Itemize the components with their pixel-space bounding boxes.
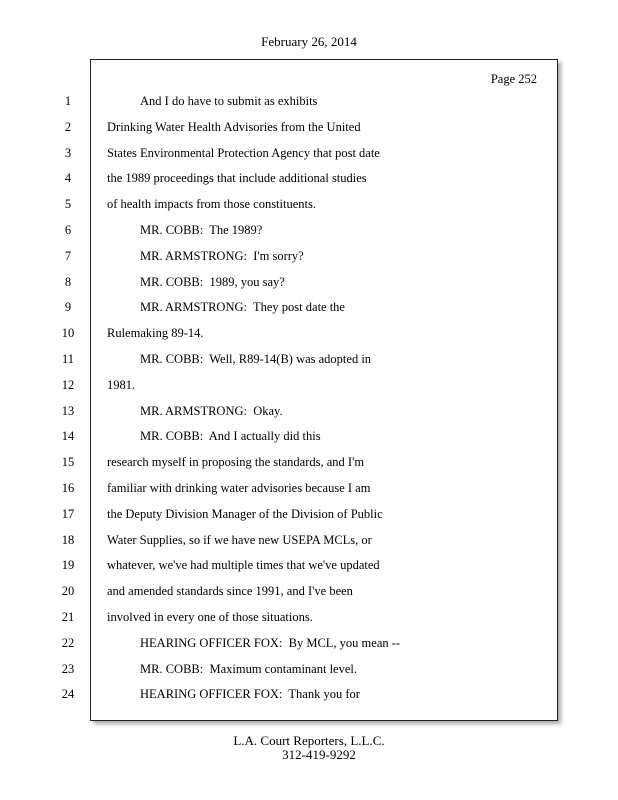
line-text: of health impacts from those constituents. [107, 197, 316, 211]
line-text: and amended standards since 1991, and I've been [107, 584, 353, 598]
line-text: the 1989 proceedings that include additional studies [107, 171, 367, 185]
line-text: HEARING OFFICER FOX: Thank you for [140, 687, 360, 701]
line-text: the Deputy Division Manager of the Division of Public [107, 507, 383, 521]
line-text: States Environmental Protection Agency that post date [107, 146, 380, 160]
line-text: HEARING OFFICER FOX: By MCL, you mean -- [140, 636, 401, 650]
line-text: Rulemaking 89-14. [107, 326, 204, 340]
line-text: MR. ARMSTRONG: I'm sorry? [140, 249, 304, 263]
page-number: Page 252 [490, 72, 537, 86]
line-number: 3 [64, 146, 72, 160]
line-number: 21 [61, 610, 75, 624]
line-number: 24 [61, 687, 75, 701]
line-number: 23 [61, 662, 75, 676]
line-text: involved in every one of those situations. [107, 610, 313, 624]
line-number: 17 [61, 507, 75, 521]
line-text: MR. ARMSTRONG: They post date the [140, 300, 345, 314]
header-date: February 26, 2014 [261, 34, 357, 49]
line-text: MR. COBB: Maximum contaminant level. [140, 662, 357, 676]
line-number: 22 [61, 636, 75, 650]
line-text: MR. COBB: 1989, you say? [140, 275, 285, 289]
line-number: 6 [64, 223, 72, 237]
line-text: whatever, we've had multiple times that we've updated [107, 558, 380, 572]
line-number: 11 [61, 352, 75, 366]
line-text: MR. COBB: Well, R89-14(B) was adopted in [140, 352, 372, 366]
footer-company: L.A. Court Reporters, L.L.C. [233, 733, 385, 748]
line-number: 8 [64, 275, 72, 289]
line-number: 10 [61, 326, 75, 340]
line-text: research myself in proposing the standards, and I'm [107, 455, 365, 469]
line-text: Drinking Water Health Advisories from the United [107, 120, 361, 134]
line-text: MR. COBB: The 1989? [140, 223, 263, 237]
line-number: 14 [61, 429, 75, 443]
line-text: MR. ARMSTRONG: Okay. [140, 404, 283, 418]
line-number: 1 [64, 94, 72, 108]
line-text: 1981. [107, 378, 136, 392]
line-number: 16 [61, 481, 75, 495]
line-number: 12 [61, 378, 75, 392]
line-number: 4 [64, 171, 72, 185]
line-number: 19 [61, 558, 75, 572]
line-number: 20 [61, 584, 75, 598]
line-text: MR. COBB: And I actually did this [140, 429, 321, 443]
line-number: 13 [61, 404, 75, 418]
line-number: 7 [64, 249, 72, 263]
line-number: 9 [64, 300, 72, 314]
footer-phone: 312-419-9292 [282, 747, 356, 762]
line-number: 5 [64, 197, 72, 211]
line-text: familiar with drinking water advisories because I am [107, 481, 371, 495]
line-text: Water Supplies, so if we have new USEPA MCLs, or [107, 533, 372, 547]
line-text: And I do have to submit as exhibits [140, 94, 318, 108]
line-number: 15 [61, 455, 75, 469]
line-number: 2 [64, 120, 72, 134]
line-number: 18 [61, 533, 75, 547]
